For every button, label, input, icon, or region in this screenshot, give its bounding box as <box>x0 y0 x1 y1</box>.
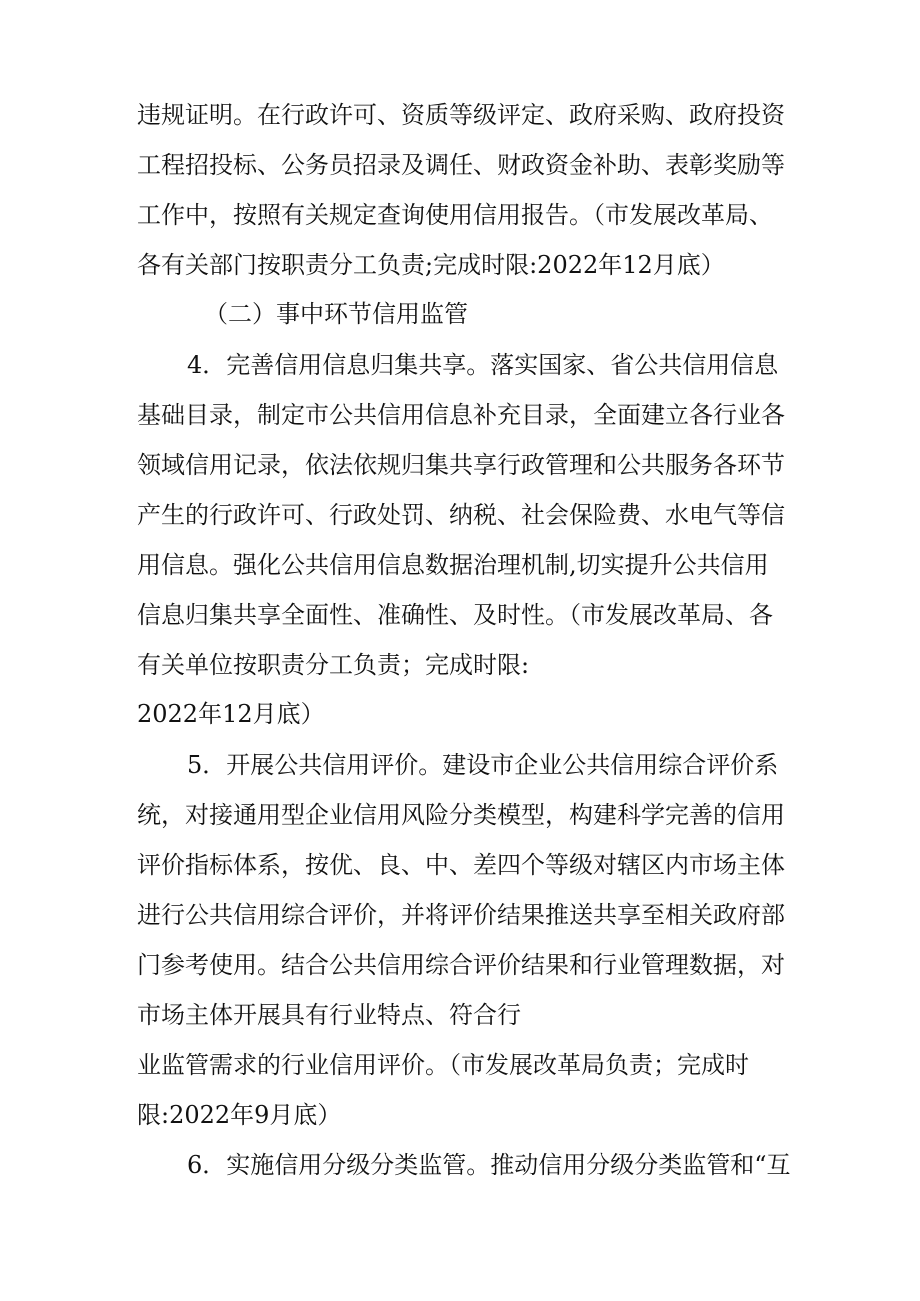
paragraph-line: 进行公共信用综合评价，并将评价结果推送共享至相关政府部 <box>137 901 785 929</box>
paragraph-line: 信息归集共享全面性、准确性、及时性。（市发展改革局、各 <box>137 601 773 629</box>
paragraph-line: 产生的行政许可、行政处罚、纳税、社会保险费、水电气等信 <box>137 501 785 529</box>
paragraph-line: 业监管需求的行业信用评价。（市发展改革局负责；完成时 <box>137 1051 749 1079</box>
paragraph-line: 限:2022年9月底） <box>137 1101 342 1129</box>
paragraph-line: 工作中，按照有关规定查询使用信用报告。（市发展改革局、 <box>137 201 773 229</box>
paragraph-line: 有关单位按职责分工负责；完成时限: <box>137 651 530 679</box>
paragraph-line: 门参考使用。结合公共信用综合评价结果和行业管理数据，对 <box>137 951 785 979</box>
paragraph-line: 统，对接通用型企业信用风险分类模型，构建科学完善的信用 <box>137 801 785 829</box>
paragraph-line: 评价指标体系，按优、良、中、差四个等级对辖区内市场主体 <box>137 851 785 879</box>
section-heading: （二）事中环节信用监管 <box>204 300 468 328</box>
paragraph-line: 违规证明。在行政许可、资质等级评定、政府采购、政府投资 <box>137 101 785 129</box>
paragraph-line: 各有关部门按职责分工负责;完成时限:2022年12月底） <box>137 251 725 279</box>
paragraph-line: 2022年12月底） <box>137 700 325 728</box>
paragraph-line: 6．实施信用分级分类监管。推动信用分级分类监管和“互 <box>187 1151 791 1179</box>
paragraph-line: 领域信用记录，依法依规归集共享行政管理和公共服务各环节 <box>137 451 785 479</box>
paragraph-line: 5．开展公共信用评价。建设市企业公共信用综合评价系 <box>187 751 779 779</box>
paragraph-line: 工程招投标、公务员招录及调任、财政资金补助、表彰奖励等 <box>137 151 785 179</box>
paragraph-line: 4．完善信用信息归集共享。落实国家、省公共信用信息 <box>187 351 779 379</box>
paragraph-line: 用信息。强化公共信用信息数据治理机制,切实提升公共信用 <box>137 551 769 579</box>
paragraph-line: 基础目录，制定市公共信用信息补充目录，全面建立各行业各 <box>137 401 785 429</box>
paragraph-line: 市场主体开展具有行业特点、符合行 <box>137 1001 521 1029</box>
